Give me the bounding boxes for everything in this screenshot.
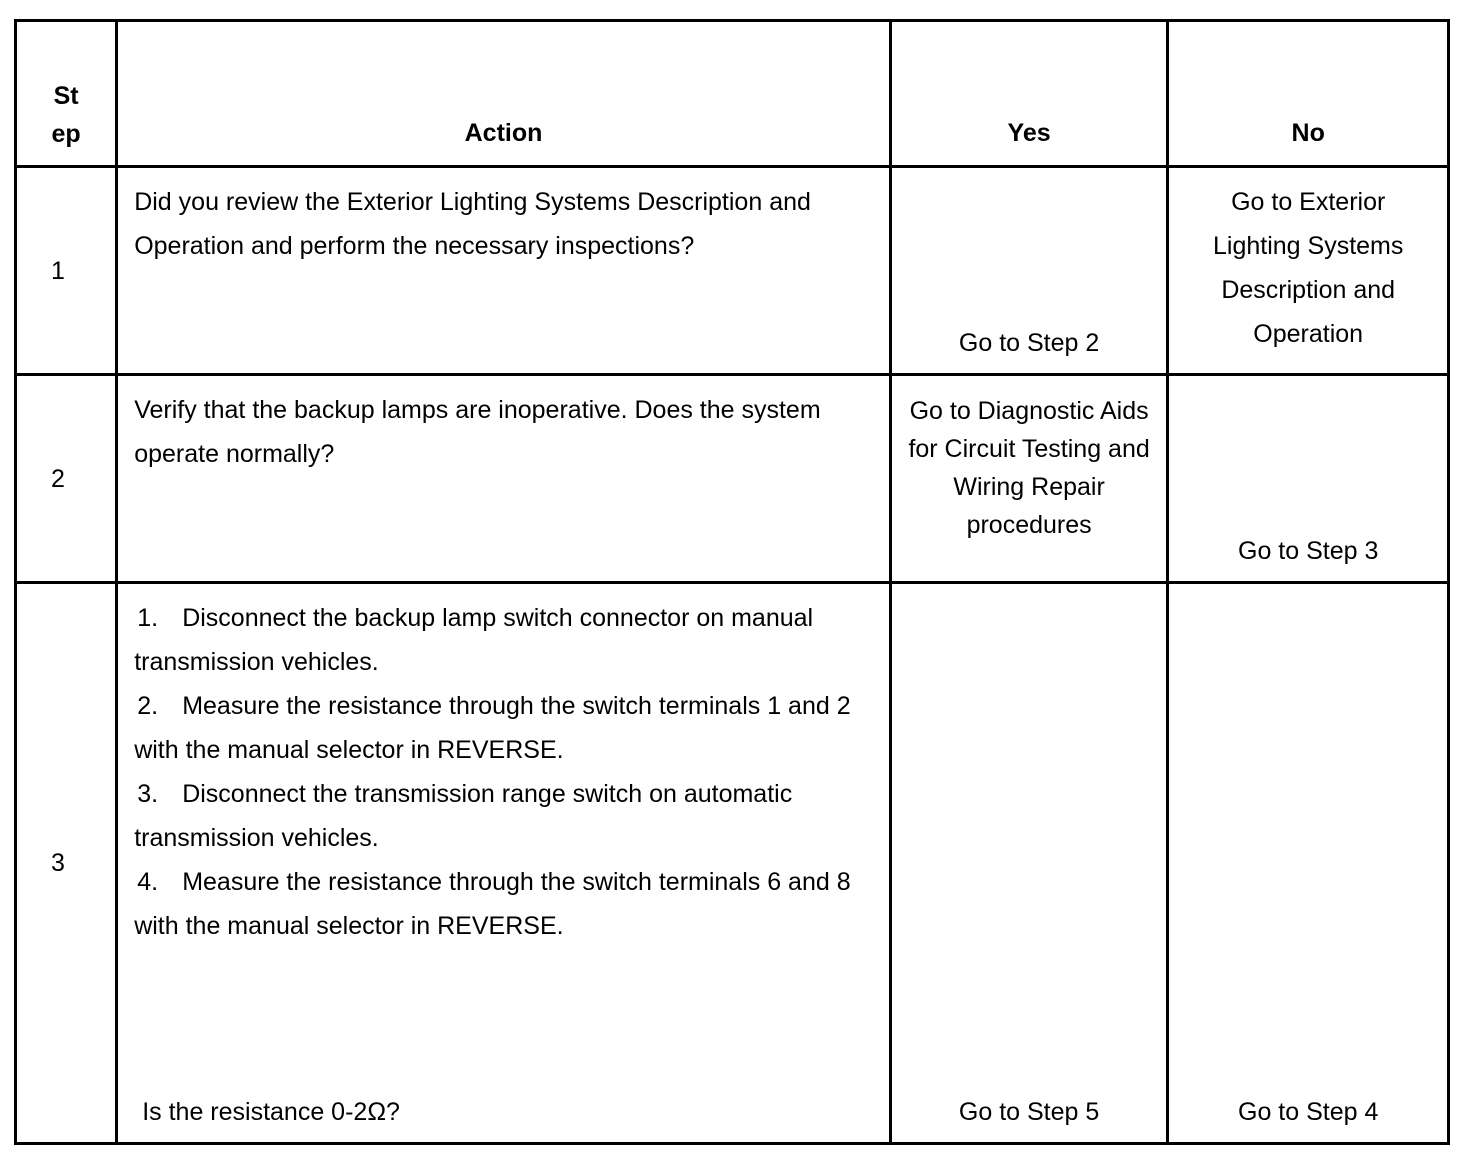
table-row <box>16 375 1449 583</box>
list-text: Measure the resistance through the switch terminals 1 and 2 with the manual selector in REVERSE. <box>134 692 851 765</box>
list-number: 1. <box>137 604 159 633</box>
header-no: No <box>1168 21 1449 167</box>
list-text: Measure the resistance through the switch terminals 6 and 8 with the manual selector in REVERSE. <box>134 868 851 941</box>
no-result: Go to Step 4 <box>1238 1098 1379 1126</box>
no-result: Go to Exterior Lighting Systems Description and Operation <box>1213 188 1404 348</box>
table-row <box>16 167 1449 375</box>
yes-result: Go to Step 2 <box>958 329 1100 358</box>
yes-cell <box>890 167 1168 375</box>
list-text: Disconnect the transmission range switch on automatic transmission vehicles. <box>134 780 793 853</box>
no-cell <box>1168 583 1449 1144</box>
header-step-line2: ep <box>51 120 81 148</box>
header-step-line1: St <box>53 82 79 110</box>
step-number: 3 <box>16 583 117 1144</box>
yes-cell <box>890 375 1168 583</box>
question-text: Is the resistance 0-2Ω? <box>142 1098 400 1126</box>
no-result: Go to Step 3 <box>1238 537 1379 566</box>
list-number: 3. <box>137 780 159 809</box>
action-list-cell <box>117 583 891 1144</box>
yes-result: Go to Diagnostic Aids for Circuit Testing and Wiring Repair procedures <box>908 397 1150 540</box>
no-cell <box>1168 375 1449 583</box>
list-item <box>134 684 879 772</box>
list-item <box>134 772 879 860</box>
diagnostic-table <box>14 19 1450 1145</box>
header-yes: Yes <box>890 21 1168 167</box>
list-text: Disconnect the backup lamp switch connector on manual transmission vehicles. <box>134 604 814 677</box>
action-text: Verify that the backup lamps are inoperative. Does the system operate normally? <box>117 375 891 583</box>
header-action: Action <box>117 21 891 167</box>
list-number: 4. <box>137 868 159 897</box>
list-item <box>134 860 879 948</box>
list-item <box>134 596 879 684</box>
step-number: 1 <box>16 167 117 375</box>
header-step <box>16 21 117 167</box>
header-row <box>16 21 1449 167</box>
no-cell <box>1168 167 1449 375</box>
step-number: 2 <box>16 375 117 583</box>
list-number: 2. <box>137 692 159 721</box>
yes-result: Go to Step 5 <box>958 1098 1100 1126</box>
action-text: Did you review the Exterior Lighting Systems Description and Operation and perform the necessary inspections? <box>117 167 891 375</box>
yes-cell <box>890 583 1168 1144</box>
table-row <box>16 583 1449 1144</box>
